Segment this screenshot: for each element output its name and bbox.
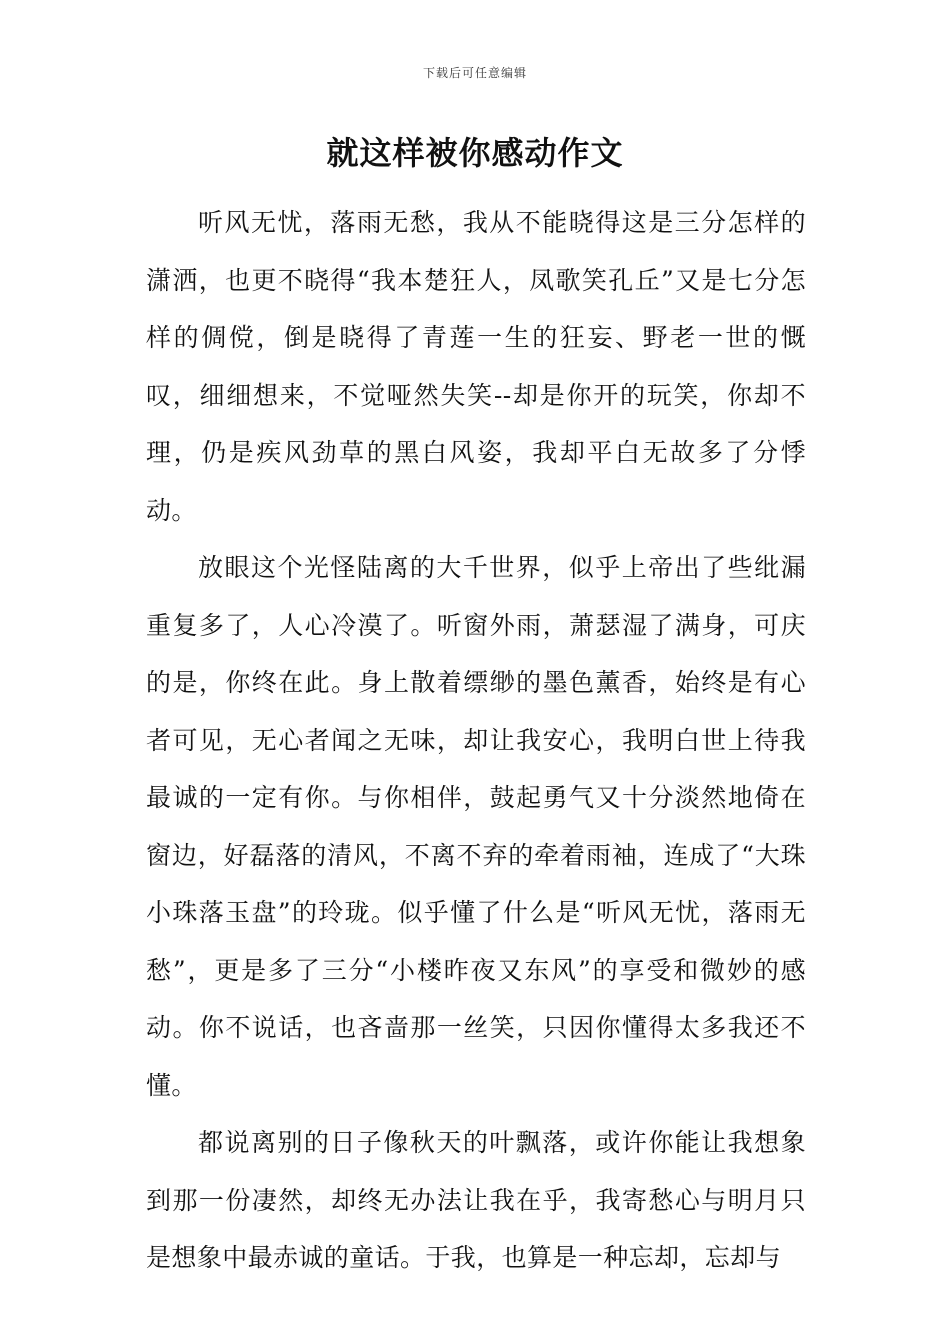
- paragraph-2: 放眼这个光怪陆离的大千世界，似乎上帝出了些纰漏重复多了，人心冷漠了。听窗外雨，萧瑟湿了满身，可庆的是，你终在此。身上散着缥缈的墨色薰香，始终是有心者可见，无心者闻之无味，却让我安心，我明白世上待我最诚的一定有你。与你相伴，鼓起勇气又十分淡然地倚在窗边，好磊落的清风，不离不弃的牵着雨袖，连成了“大珠小珠落玉盘”的玲珑。似乎懂了什么是“听风无忧，落雨无愁”，更是多了三分“小楼昨夜又东风”的享受和微妙的感动。你不说话，也吝啬那一丝笑，只因你懂得太多我还不懂。: [146, 553, 806, 1100]
- paragraph-1: 听风无忧，落雨无愁，我从不能晓得这是三分怎样的潇洒，也更不晓得“我本楚狂人，凤歌笑孔丘”又是七分怎样的倜傥，倒是晓得了青莲一生的狂妄、野老一世的慨叹，细细想来，不觉哑然失笑--却是你开的玩笑，你却不理，仍是疾风劲草的黑白风姿，我却平白无故多了分悸动。: [146, 208, 806, 525]
- essay-body: [146, 194, 806, 1287]
- header-note: 下载后可任意编辑: [422, 66, 527, 80]
- page-title: 就这样被你感动作文: [326, 134, 624, 172]
- paragraph-3: 都说离别的日子像秋天的叶飘落，或许你能让我想象到那一份凄然，却终无办法让我在乎，我寄愁心与明月只是想象中最赤诚的童话。于我，也算是一种忘却，忘却与: [146, 1128, 806, 1272]
